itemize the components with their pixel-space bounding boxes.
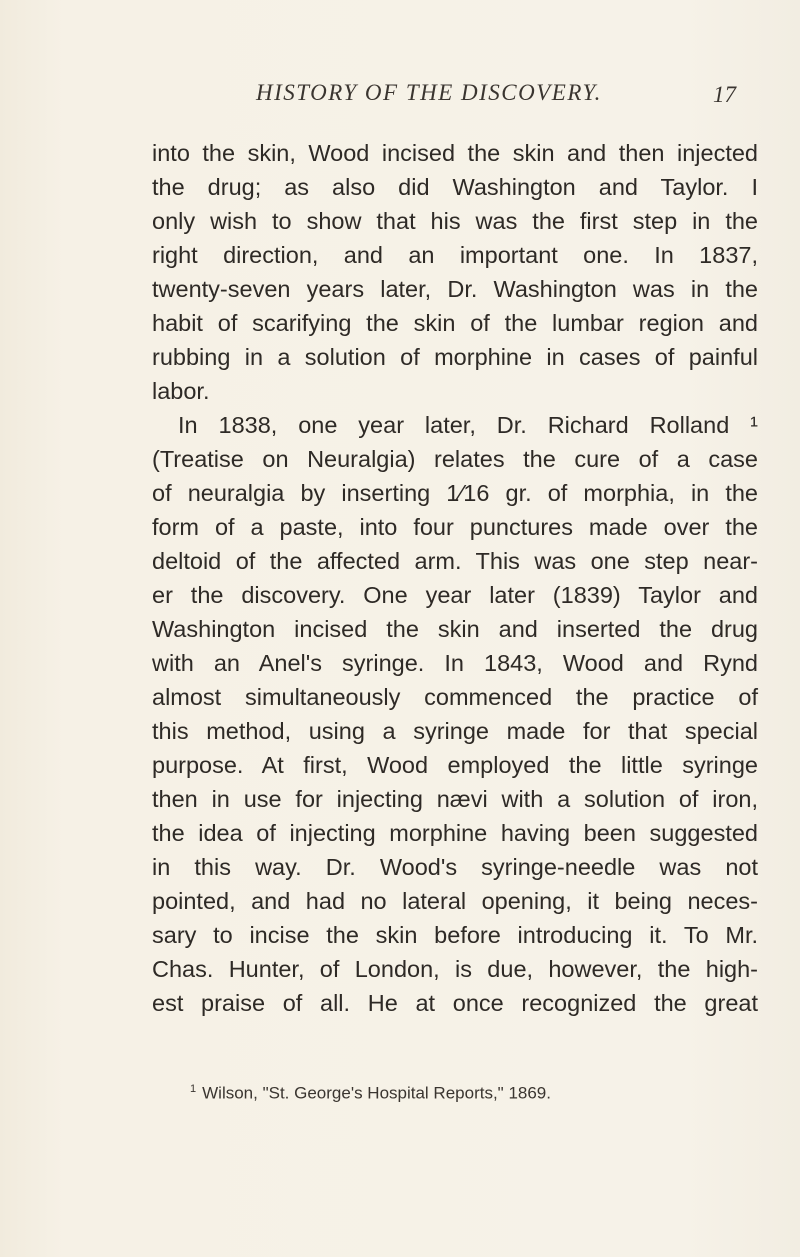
text-line: form of a paste, into four punctures made over the	[152, 514, 758, 540]
text-line: in this way. Dr. Wood's syringe-needle was not	[152, 854, 758, 880]
text-line: rubbing in a solution of morphine in cases of painful	[152, 344, 758, 370]
page-number: 17	[713, 82, 736, 107]
text-line: almost simultaneously commenced the practice of	[152, 684, 758, 710]
text-line: of neuralgia by inserting 1⁄16 gr. of morphia, in the	[152, 480, 758, 506]
text-line: this method, using a syringe made for that special	[152, 718, 758, 744]
text-line: Chas. Hunter, of London, is due, however, the high-	[152, 956, 758, 982]
footnote	[190, 1083, 551, 1104]
text-line: with an Anel's syringe. In 1843, Wood and Rynd	[152, 650, 758, 676]
running-title: HISTORY OF THE DISCOVERY.	[256, 80, 602, 105]
text-line: then in use for injecting nævi with a solution of iron,	[152, 786, 758, 812]
text-line: the drug; as also did Washington and Taylor. I	[152, 174, 758, 200]
text-line: est praise of all. He at once recognized the great	[152, 990, 758, 1016]
text-line: right direction, and an important one. In 1837,	[152, 242, 758, 268]
text-line: er the discovery. One year later (1839) Taylor and	[152, 582, 758, 608]
text-line: labor.	[152, 378, 210, 404]
footnote-text: Wilson, "St. George's Hospital Reports," 1869.	[202, 1083, 551, 1103]
text-line: deltoid of the affected arm. This was one step near-	[152, 548, 758, 574]
text-line: the idea of injecting morphine having been suggested	[152, 820, 758, 846]
text-line: (Treatise on Neuralgia) relates the cure of a case	[152, 446, 758, 472]
text-line: sary to incise the skin before introducing it. To Mr.	[152, 922, 758, 948]
text-line: In 1838, one year later, Dr. Richard Rolland ¹	[178, 412, 758, 438]
running-head	[0, 80, 800, 120]
footnote-marker: 1	[190, 1083, 197, 1095]
text-line: purpose. At first, Wood employed the little syringe	[152, 752, 758, 778]
text-line: into the skin, Wood incised the skin and then injected	[152, 140, 758, 166]
text-line: pointed, and had no lateral opening, it being neces-	[152, 888, 758, 914]
text-line: twenty-seven years later, Dr. Washington was in the	[152, 276, 758, 302]
text-line: only wish to show that his was the first step in the	[152, 208, 758, 234]
text-line: habit of scarifying the skin of the lumbar region and	[152, 310, 758, 336]
body-text	[152, 136, 758, 1020]
text-line: Washington incised the skin and inserted the drug	[152, 616, 758, 642]
